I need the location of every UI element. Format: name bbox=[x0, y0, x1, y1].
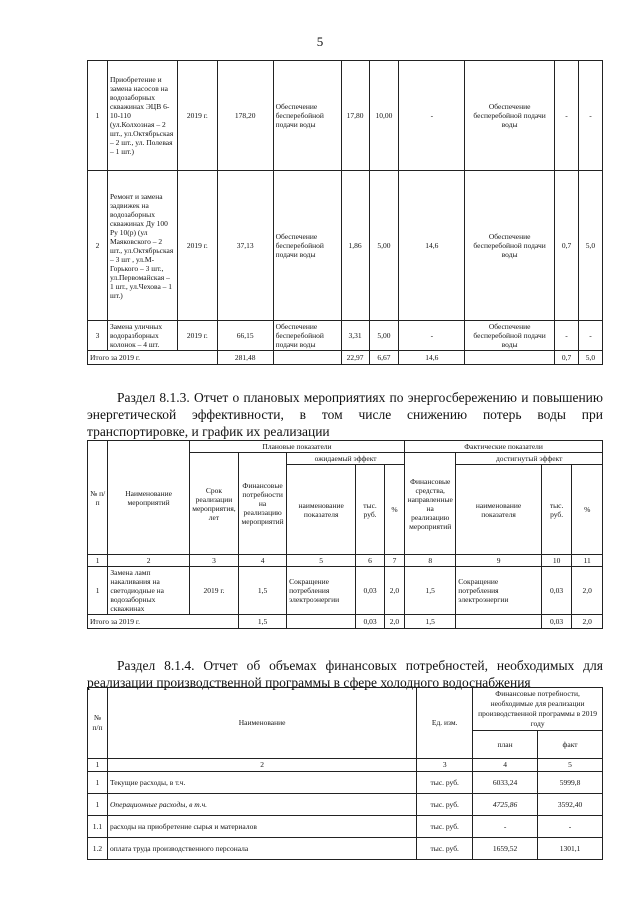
row-number: 1 bbox=[88, 772, 108, 794]
total-row bbox=[88, 351, 603, 365]
value-cell: 0,03 bbox=[356, 567, 385, 615]
value-cell: 0,03 bbox=[541, 567, 572, 615]
finance-needs-table bbox=[87, 687, 603, 860]
header-term: Срок реализации мероприятия, лет bbox=[189, 453, 238, 555]
value-cell: 3,31 bbox=[341, 321, 369, 351]
value-cell: 2,0 bbox=[572, 567, 603, 615]
measure-term: 2019 г. bbox=[189, 567, 238, 615]
table-row bbox=[88, 816, 603, 838]
value-cell: 2,0 bbox=[384, 615, 404, 629]
header-pct-fact: % bbox=[572, 465, 603, 555]
measure-sum: 37,13 bbox=[217, 171, 273, 321]
table-row bbox=[88, 838, 603, 860]
row-plan: - bbox=[473, 816, 538, 838]
measure-name: Ремонт и замена задвижек на водозаборных скважинах Ду 100 Ру 10(р) (ул Маяковского – 2 шт., ул.Октябрьская – 3 шт , ул.М-Горького – 3 шт., ул.Первомайская – 1 шт., ул.Чехова – 1 шт.) bbox=[107, 171, 177, 321]
row-number: 2 bbox=[88, 171, 108, 321]
header-num: № п/п bbox=[88, 441, 108, 555]
section-heading-8-1-4: Раздел 8.1.4. Отчет об объемах финансовых потребностей, необходимых для реализации производственной программы в сфере холодного водоснабжения bbox=[87, 658, 603, 690]
value-cell: 2,0 bbox=[384, 567, 404, 615]
measure-effect: Обеспечение бесперебойной подачи воды bbox=[273, 321, 341, 351]
header-fact: факт bbox=[538, 731, 603, 759]
row-unit: тыс. руб. bbox=[417, 816, 473, 838]
value-cell: 14,6 bbox=[399, 351, 465, 365]
value-cell: 0,7 bbox=[555, 351, 579, 365]
header-fact: Фактические показатели bbox=[405, 441, 603, 453]
header-pct: % bbox=[384, 465, 404, 555]
total-label: Итого за 2019 г. bbox=[88, 351, 218, 365]
value-cell: 0,03 bbox=[541, 615, 572, 629]
header-fin: Финансовые потребности, необходимые для реализации производственной программы в 2019 году bbox=[473, 688, 603, 731]
total-label: Итого за 2019 г. bbox=[88, 615, 239, 629]
value-cell: 1,5 bbox=[239, 615, 287, 629]
measure-year: 2019 г. bbox=[177, 171, 217, 321]
row-plan: 1659,52 bbox=[473, 838, 538, 860]
row-fact: 1301,1 bbox=[538, 838, 603, 860]
row-number: 1.2 bbox=[88, 838, 108, 860]
value-cell: 6,67 bbox=[369, 351, 399, 365]
measure-name: Замена ламп накаливания на светодиодные на водозаборных скважинах bbox=[108, 567, 189, 615]
section-heading-8-1-3: Раздел 8.1.3. Отчет о плановых мероприятиях по энергосбережению и повышению энергетической эффективности, в том числе снижению потерь воды при транспортировке, и график их реализации bbox=[87, 390, 603, 439]
row-name: оплата труда производственного персонала bbox=[107, 838, 416, 860]
fact-indicator: Сокращение потребления электроэнергии bbox=[456, 567, 542, 615]
header-rub: тыс. руб. bbox=[356, 465, 385, 555]
column-numbers-row: 1 2 3 4 5 bbox=[88, 759, 603, 772]
value-cell: 5,0 bbox=[578, 351, 602, 365]
measure-name: Приобретение и замена насосов на водозаборных скважинах ЭЦВ 6-10-110 (ул.Колхозная – 2 шт., ул.Октябрьская – 2 шт., ул. Полевая – 1 шт.) bbox=[107, 61, 177, 171]
row-number: 3 bbox=[88, 321, 108, 351]
value-cell: 5,00 bbox=[369, 321, 399, 351]
table-row bbox=[88, 171, 603, 321]
measures-table bbox=[87, 60, 603, 365]
value-cell: - bbox=[555, 321, 579, 351]
row-fact: 5999,8 bbox=[538, 772, 603, 794]
measure-fin: 1,5 bbox=[239, 567, 287, 615]
value-cell: - bbox=[399, 321, 465, 351]
measure-effect: Обеспечение бесперебойной подачи воды bbox=[273, 171, 341, 321]
value-cell: 0,7 bbox=[555, 171, 579, 321]
value-cell: 1,5 bbox=[405, 567, 456, 615]
value-cell: - bbox=[399, 61, 465, 171]
table-row bbox=[88, 567, 603, 615]
header-indicator: наименование показателя bbox=[287, 465, 356, 555]
page-number: 5 bbox=[316, 34, 324, 49]
fact-effect: Обеспечение бесперебойной подачи воды bbox=[465, 61, 555, 171]
table-row bbox=[88, 321, 603, 351]
row-number: 1 bbox=[88, 61, 108, 171]
measure-year: 2019 г. bbox=[177, 321, 217, 351]
row-unit: тыс. руб. bbox=[417, 794, 473, 816]
row-unit: тыс. руб. bbox=[417, 838, 473, 860]
value-cell: - bbox=[555, 61, 579, 171]
value-cell: 2,0 bbox=[572, 615, 603, 629]
value-cell: 5,0 bbox=[578, 171, 602, 321]
header-expected: ожидаемый эффект bbox=[287, 453, 405, 465]
value-cell: - bbox=[578, 321, 602, 351]
measure-year: 2019 г. bbox=[177, 61, 217, 171]
value-cell: 17,80 bbox=[341, 61, 369, 171]
header-plan: план bbox=[473, 731, 538, 759]
value-cell: 0,03 bbox=[356, 615, 385, 629]
row-fact: 3592,40 bbox=[538, 794, 603, 816]
header-num: № п/п bbox=[88, 688, 108, 759]
row-plan: 4725,86 bbox=[473, 794, 538, 816]
row-number: 1 bbox=[88, 794, 108, 816]
value-cell: 1,86 bbox=[341, 171, 369, 321]
row-plan: 6033,24 bbox=[473, 772, 538, 794]
row-fact: - bbox=[538, 816, 603, 838]
row-number: 1.1 bbox=[88, 816, 108, 838]
row-name: Операционные расходы, в т.ч. bbox=[107, 794, 416, 816]
value-cell: - bbox=[578, 61, 602, 171]
measure-indicator: Сокращение потребления электроэнергии bbox=[287, 567, 356, 615]
row-number: 1 bbox=[88, 567, 108, 615]
value-cell: 1,5 bbox=[405, 615, 456, 629]
header-fin: Финансовые потребности на реализацию мероприятий bbox=[239, 453, 287, 555]
value-cell: 14,6 bbox=[399, 171, 465, 321]
measure-effect: Обеспечение бесперебойной подачи воды bbox=[273, 61, 341, 171]
header-fin-fact: Финансовые средства, направленные на реализацию мероприятий bbox=[405, 453, 456, 555]
header-indicator-fact: наименование показателя bbox=[456, 465, 542, 555]
value-cell: 22,97 bbox=[341, 351, 369, 365]
header-name: Наименование мероприятий bbox=[108, 441, 189, 555]
energy-measures-table bbox=[87, 440, 603, 629]
row-name: расходы на приобретение сырья и материалов bbox=[107, 816, 416, 838]
total-row bbox=[88, 615, 603, 629]
header-name: Наименование bbox=[107, 688, 416, 759]
fact-effect: Обеспечение бесперебойной подачи воды bbox=[465, 171, 555, 321]
measure-sum: 178,20 bbox=[217, 61, 273, 171]
row-unit: тыс. руб. bbox=[417, 772, 473, 794]
header-rub-fact: тыс. руб. bbox=[541, 465, 572, 555]
total-sum: 281,48 bbox=[217, 351, 273, 365]
table-row bbox=[88, 772, 603, 794]
fact-effect: Обеспечение бесперебойной подачи воды bbox=[465, 321, 555, 351]
column-numbers-row: 1 2 3 4 5 6 7 8 9 10 11 bbox=[88, 555, 603, 567]
measure-sum: 66,15 bbox=[217, 321, 273, 351]
table-row bbox=[88, 61, 603, 171]
header-achieved: достигнутый эффект bbox=[456, 453, 603, 465]
value-cell: 10,00 bbox=[369, 61, 399, 171]
value-cell: 5,00 bbox=[369, 171, 399, 321]
row-name: Текущие расходы, в т.ч. bbox=[107, 772, 416, 794]
header-plan: Плановые показатели bbox=[189, 441, 404, 453]
table-row bbox=[88, 794, 603, 816]
measure-name: Замена уличных водоразборных колонок – 4 шт. bbox=[107, 321, 177, 351]
header-unit: Ед. изм. bbox=[417, 688, 473, 759]
